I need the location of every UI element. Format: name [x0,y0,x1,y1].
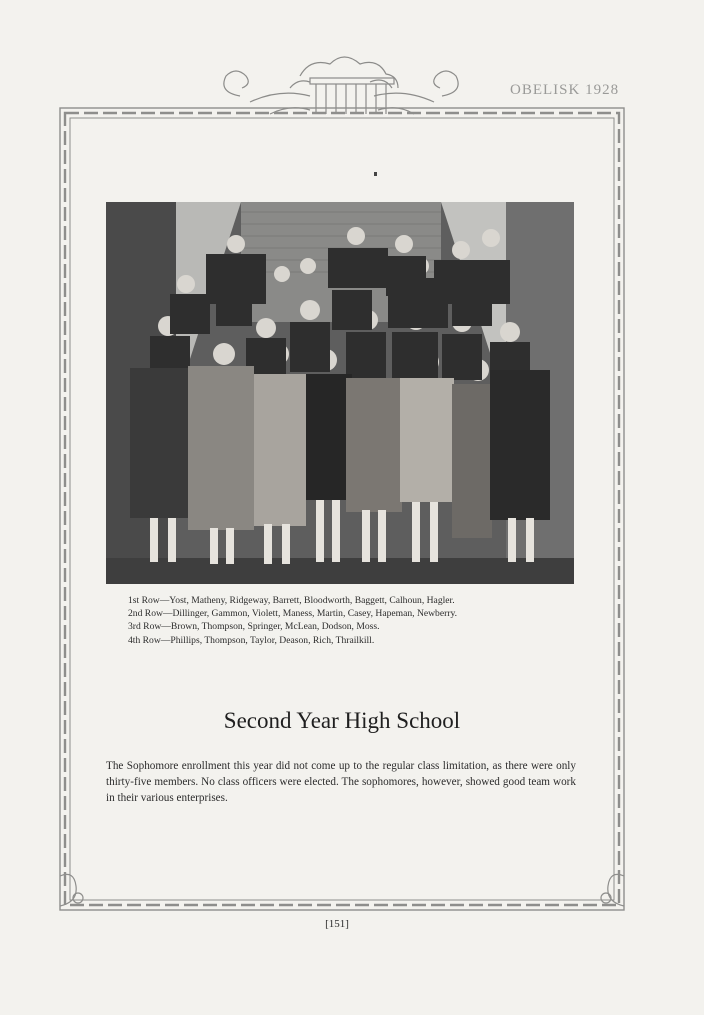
section-title: Second Year High School [223,708,461,733]
caption-row: 4th Row—Phillips, Thompson, Taylor, Deason, Rich, Thrailkill. [128,634,375,646]
section-body-text: The Sophomore enrollment this year did not come up to the regular class limitation, as there were only thirty-five members. No class officers were elected. The sophomores, however, showed good team work in their various enterprises. [106,760,576,804]
group-photo-icon [106,202,574,584]
decorative-dot [374,172,377,176]
yearbook-title: OBELISK 1928 [510,82,620,98]
caption-row: 2nd Row—Dillinger, Gammon, Violett, Maness, Martin, Casey, Hapeman, Newberry. [128,608,458,620]
caption-row: 3rd Row—Brown, Thompson, Springer, McLean, Dodson, Moss. [128,621,380,633]
photo-caption [128,594,568,647]
section-body [106,758,576,806]
page-number: [151] [325,918,349,930]
caption-row: 1st Row—Yost, Matheny, Ridgeway, Barrett, Bloodworth, Baggett, Calhoun, Hagler. [128,595,455,606]
class-group-photo [106,202,574,584]
